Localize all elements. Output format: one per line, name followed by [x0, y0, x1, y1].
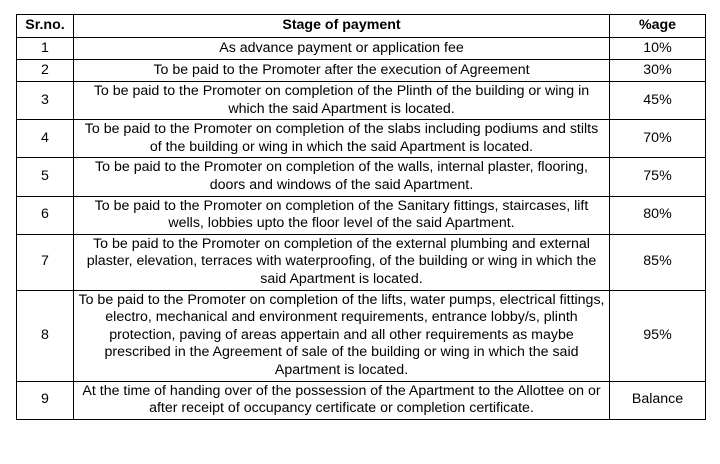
stage-cell: To be paid to the Promoter on completion of the Sanitary fittings, staircases, lift wells, lobbies upto the floor level of the said Apartment. [74, 196, 610, 234]
sr-no-cell: 1 [17, 38, 74, 60]
stage-cell: To be paid to the Promoter on completion of the slabs including podiums and stilts of the building or wing in which the said Apartment is located. [74, 120, 610, 158]
header-percentage: %age [610, 15, 706, 38]
sr-no-cell: 6 [17, 196, 74, 234]
table-row [17, 234, 706, 290]
sr-no-cell: 5 [17, 158, 74, 196]
table-row [17, 381, 706, 419]
stage-cell: To be paid to the Promoter after the execution of Agreement [74, 60, 610, 82]
percentage-cell: 10% [610, 38, 706, 60]
table-row [17, 120, 706, 158]
percentage-cell: 30% [610, 60, 706, 82]
table-row [17, 158, 706, 196]
percentage-cell: 75% [610, 158, 706, 196]
percentage-cell: 80% [610, 196, 706, 234]
stage-cell: At the time of handing over of the possession of the Apartment to the Allottee on or after receipt of occupancy certificate or completion certificate. [74, 381, 610, 419]
stage-cell: As advance payment or application fee [74, 38, 610, 60]
header-sr-no: Sr.no. [17, 15, 74, 38]
table-row [17, 38, 706, 60]
sr-no-cell: 9 [17, 381, 74, 419]
payment-schedule-table [16, 14, 706, 420]
percentage-cell: 70% [610, 120, 706, 158]
sr-no-cell: 2 [17, 60, 74, 82]
percentage-cell: Balance [610, 381, 706, 419]
percentage-cell: 95% [610, 290, 706, 381]
payment-schedule [16, 14, 705, 420]
header-row [17, 15, 706, 38]
sr-no-cell: 8 [17, 290, 74, 381]
stage-cell: To be paid to the Promoter on completion of the external plumbing and external plaster, elevation, terraces with waterproofing, of the building or wing in which the said Apartment is located. [74, 234, 610, 290]
percentage-cell: 45% [610, 82, 706, 120]
stage-cell: To be paid to the Promoter on completion of the lifts, water pumps, electrical fittings, electro, mechanical and environment requirements, entrance lobby/s, plinth protection, paving of areas appertain and all other requirements as maybe prescribed in the Agreement of sale of the building or wing in which the said Apartment is located. [74, 290, 610, 381]
table-row [17, 82, 706, 120]
sr-no-cell: 3 [17, 82, 74, 120]
table-row [17, 60, 706, 82]
percentage-cell: 85% [610, 234, 706, 290]
stage-cell: To be paid to the Promoter on completion of the walls, internal plaster, flooring, doors and windows of the said Apartment. [74, 158, 610, 196]
table-row [17, 290, 706, 381]
stage-cell: To be paid to the Promoter on completion of the Plinth of the building or wing in which the said Apartment is located. [74, 82, 610, 120]
sr-no-cell: 4 [17, 120, 74, 158]
header-stage-of-payment: Stage of payment [74, 15, 610, 38]
sr-no-cell: 7 [17, 234, 74, 290]
table-row [17, 196, 706, 234]
